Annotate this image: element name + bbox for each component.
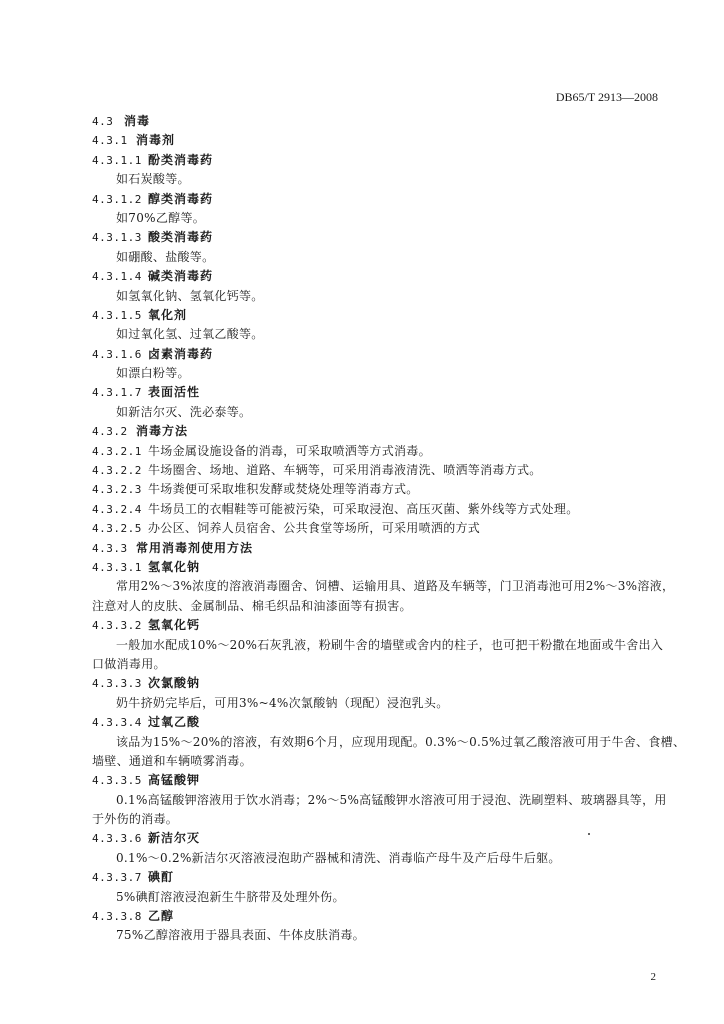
section-title: 酚类消毒药 xyxy=(148,152,214,167)
section-heading xyxy=(92,907,664,926)
section-number: 4.3.3.1 xyxy=(92,560,142,574)
paragraph: 该品为15%～20%的溶液，有效期6个月，应现用现配。0.3%～0.5%过氧乙酸溶液可用于牛舍、食槽、 xyxy=(116,734,686,749)
section-number: 4.3.2.3 xyxy=(92,483,142,497)
section-number: 4.3.3.8 xyxy=(92,910,142,924)
section-heading xyxy=(92,771,664,790)
section-title: 消毒方法 xyxy=(136,424,189,439)
clause xyxy=(92,500,664,519)
section-number: 4.3.1.5 xyxy=(92,308,142,322)
section-heading xyxy=(92,383,664,402)
section-number: 4.3.1.6 xyxy=(92,347,142,361)
paragraph: 75%乙醇溶液用于器具表面、牛体皮肤消毒。 xyxy=(116,928,365,943)
section-number: 4.3 xyxy=(92,115,114,128)
section-number: 4.3.2.4 xyxy=(92,502,142,516)
section-number: 4.3.2.1 xyxy=(92,444,142,458)
section-title: 高锰酸钾 xyxy=(148,773,201,788)
section-heading xyxy=(92,829,664,848)
paragraph: 0.1%高锰酸钾溶液用于饮水消毒；2%～5%高锰酸钾水溶液可用于浸泡、洗刷塑料、玻璃器具等，用 xyxy=(116,792,667,807)
section-heading xyxy=(92,616,664,635)
section-heading xyxy=(92,539,664,558)
section-title: 表面活性 xyxy=(148,385,201,400)
paragraph: 如过氧化氢、过氧乙酸等。 xyxy=(116,327,264,342)
paragraph: 如70%乙醇等。 xyxy=(116,210,206,225)
document-code: DB65/T 2913—2008 xyxy=(555,90,658,104)
section-number: 4.3.1.1 xyxy=(92,153,142,167)
section-number: 4.3.1.2 xyxy=(92,192,142,206)
section-number: 4.3.3.5 xyxy=(92,774,142,788)
section-heading xyxy=(92,674,664,693)
section-title: 消毒 xyxy=(124,114,151,128)
section-number: 4.3.1 xyxy=(92,134,128,148)
section-number: 4.3.3 xyxy=(92,541,128,555)
clause-text: 牛场金属设施设备的消毒，可采取喷洒等方式消毒。 xyxy=(148,443,431,458)
section-heading xyxy=(92,151,664,170)
section-number: 4.3.3.7 xyxy=(92,871,142,885)
paragraph-continuation: 墙壁、通道和车辆喷雾消毒。 xyxy=(92,753,252,768)
paragraph-continuation: 口做消毒用。 xyxy=(92,656,166,671)
section-title: 醇类消毒药 xyxy=(148,191,214,206)
section-number: 4.3.1.3 xyxy=(92,231,142,245)
section-heading xyxy=(92,422,664,441)
paragraph: 常用2%～3%浓度的溶液消毒圈舍、饲槽、运输用具、道路及车辆等，门卫消毒池可用2%～3%溶液， xyxy=(116,579,675,594)
section-number: 4.3.3.2 xyxy=(92,619,142,633)
section-heading xyxy=(92,713,664,732)
section-title: 氢氧化钠 xyxy=(148,559,201,574)
section-title: 氢氧化钙 xyxy=(148,618,201,633)
section-title: 消毒剂 xyxy=(136,133,176,148)
section-heading xyxy=(92,306,664,325)
clause-text: 牛场圈舍、场地、道路、车辆等，可采用消毒液清洗、喷洒等消毒方式。 xyxy=(148,463,542,478)
section-number: 4.3.3.3 xyxy=(92,677,142,691)
section-title: 氧化剂 xyxy=(148,307,188,322)
section-heading xyxy=(92,558,664,577)
clause xyxy=(92,442,664,461)
section-title: 卤素消毒药 xyxy=(148,346,214,361)
clause-text: 牛场员工的衣帽鞋等可能被污染，可采取浸泡、高压灭菌、紫外线等方式处理。 xyxy=(148,501,579,516)
paragraph: 如石炭酸等。 xyxy=(116,172,190,187)
paragraph: 0.1%～0.2%新洁尔灭溶液浸泡助产器械和清洗、消毒临产母牛及产后母牛后躯。 xyxy=(116,850,561,865)
section-number: 4.3.2.2 xyxy=(92,464,142,478)
section-title: 酸类消毒药 xyxy=(148,230,214,245)
section-title: 新洁尔灭 xyxy=(148,831,201,846)
section-title: 次氯酸钠 xyxy=(148,676,201,691)
paragraph: 5%碘酊溶液浸泡新生牛脐带及处理外伤。 xyxy=(116,889,345,904)
section-number: 4.3.3.6 xyxy=(92,832,142,846)
section-number: 4.3.3.4 xyxy=(92,716,142,730)
clause-text: 牛场粪便可采取堆积发酵或焚烧处理等消毒方式。 xyxy=(148,482,419,497)
section-title: 碱类消毒药 xyxy=(148,269,214,284)
paragraph: 如漂白粉等。 xyxy=(116,366,190,381)
section-heading xyxy=(92,190,664,209)
section-title: 乙醇 xyxy=(148,909,175,924)
clause-text: 办公区、饲养人员宿舍、公共食堂等场所，可采用喷洒的方式 xyxy=(148,521,481,536)
clause xyxy=(92,519,664,538)
section-heading xyxy=(92,228,664,247)
section-heading xyxy=(92,112,664,131)
paragraph: 奶牛挤奶完毕后，可用3%~4%次氯酸钠（现配）浸泡乳头。 xyxy=(116,695,449,710)
section-heading xyxy=(92,131,664,150)
section-heading xyxy=(92,868,664,887)
section-number: 4.3.1.4 xyxy=(92,270,142,284)
paragraph: 如新洁尔灭、洗必泰等。 xyxy=(116,404,252,419)
section-number: 4.3.2 xyxy=(92,425,128,439)
section-title: 碘酊 xyxy=(148,870,175,885)
clause xyxy=(92,461,664,480)
paragraph-continuation: 注意对人的皮肤、金属制品、棉毛织品和油漆面等有损害。 xyxy=(92,598,412,613)
section-number: 4.3.2.5 xyxy=(92,522,142,536)
document-body xyxy=(92,112,686,946)
clause xyxy=(92,480,664,499)
section-number: 4.3.1.7 xyxy=(92,386,142,400)
paragraph-continuation: 于外伤的消毒。 xyxy=(92,812,179,827)
paragraph: 如氢氧化钠、氢氧化钙等。 xyxy=(116,288,264,303)
section-heading xyxy=(92,345,664,364)
paragraph: 一般加水配成10%～20%石灰乳液，粉刷牛舍的墙壁或舍内的柱子，也可把干粉撒在地面或牛舍出入 xyxy=(116,637,664,652)
section-heading xyxy=(92,267,664,286)
stray-mark xyxy=(588,833,590,835)
section-title: 常用消毒剂使用方法 xyxy=(136,540,254,555)
paragraph: 如硼酸、盐酸等。 xyxy=(116,249,215,264)
page-number: 2 xyxy=(650,971,656,983)
section-title: 过氧乙酸 xyxy=(148,715,201,730)
